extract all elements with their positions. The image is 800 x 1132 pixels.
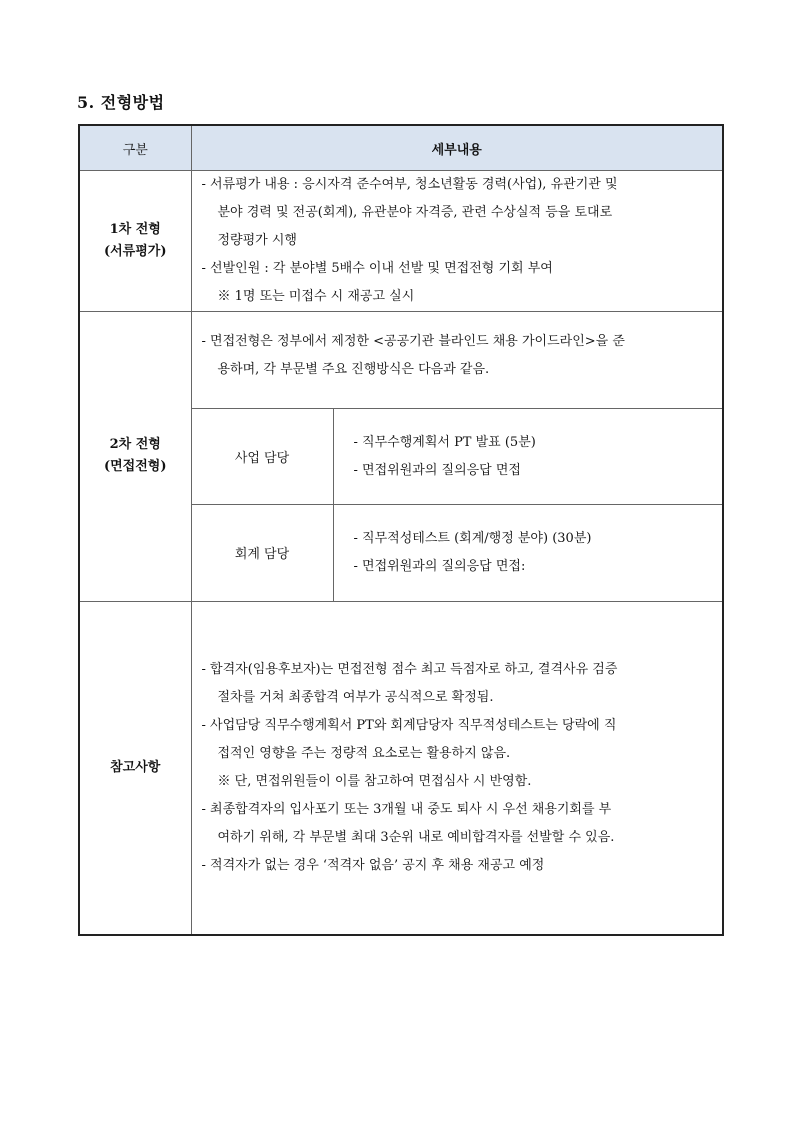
second-stage-label bbox=[79, 312, 191, 602]
notes-line: 절차를 거쳐 최종합격 여부가 공식적으로 확정됨. bbox=[217, 689, 494, 705]
first-stage-label-line1: 1차 전형 bbox=[109, 222, 161, 237]
second-stage-intro-line: - 면접전형은 정부에서 제정한 <공공기관 블라인드 채용 가이드라인>을 준 bbox=[201, 334, 625, 349]
notes-line: - 최종합격자의 입사포기 또는 3개월 내 중도 퇴사 시 우선 채용기회를 부 bbox=[201, 801, 612, 817]
notes-content bbox=[191, 601, 723, 935]
accounting-item: - 직무적성테스트 (회계/행정 분야) (30분) bbox=[353, 530, 592, 546]
accounting-item: - 면접위원과의 질의응답 면접: bbox=[353, 558, 526, 574]
header-detail: 세부내용 bbox=[191, 125, 723, 171]
business-role-content bbox=[333, 409, 722, 505]
business-item: - 직무수행계획서 PT 발표 (5분) bbox=[353, 434, 536, 450]
notes-label: 참고사항 bbox=[79, 601, 191, 935]
table-row-first-stage bbox=[79, 171, 723, 312]
notes-note: ※ 단, 면접위원들이 이를 참고하여 면접심사 시 반영함. bbox=[217, 773, 532, 789]
table-row-notes bbox=[79, 601, 723, 935]
notes-line: - 사업담당 직무수행계획서 PT와 회계담당자 직무적성테스트는 당락에 직 bbox=[201, 717, 617, 733]
second-stage-label-line2: (면접전형) bbox=[103, 459, 167, 475]
second-stage-content bbox=[191, 312, 723, 602]
header-category: 구분 bbox=[79, 125, 191, 171]
business-role-label: 사업 담당 bbox=[192, 409, 334, 505]
notes-line: 여하기 위해, 각 부문별 최대 3순위 내로 예비합격자를 선발할 수 있음. bbox=[217, 829, 615, 845]
accounting-role-label: 회계 담당 bbox=[192, 505, 334, 601]
first-stage-line: - 서류평가 내용 : 응시자격 준수여부, 청소년활동 경력(사업), 유관기관 및 bbox=[201, 177, 618, 192]
notes-line: 접적인 영향을 주는 정량적 요소로는 활용하지 않음. bbox=[217, 745, 511, 761]
first-stage-label bbox=[79, 171, 191, 312]
subtable-row-business bbox=[192, 409, 723, 505]
table-header-row bbox=[79, 125, 723, 171]
first-stage-line: - 선발인원 : 각 분야별 5배수 이내 선발 및 면접전형 기회 부여 bbox=[201, 261, 553, 276]
first-stage-label-line2: (서류평가) bbox=[103, 244, 167, 259]
table-row-second-stage bbox=[79, 312, 723, 602]
accounting-role-content bbox=[333, 505, 722, 601]
interview-method-subtable bbox=[192, 408, 723, 601]
first-stage-line: 분야 경력 및 전공(회계), 유관분야 자격증, 관련 수상실적 등을 토대로 bbox=[217, 205, 613, 220]
selection-method-table bbox=[78, 124, 724, 936]
notes-line: - 합격자(임용후보자)는 면접전형 점수 최고 득점자로 하고, 결격사유 검증 bbox=[201, 661, 618, 677]
first-stage-note: ※ 1명 또는 미접수 시 재공고 실시 bbox=[217, 289, 415, 304]
second-stage-intro-line: 용하며, 각 부문별 주요 진행방식은 다음과 같음. bbox=[217, 362, 490, 377]
section-title: 5. 전형방법 bbox=[77, 93, 165, 112]
business-item: - 면접위원과의 질의응답 면접 bbox=[353, 462, 521, 478]
first-stage-content bbox=[191, 171, 723, 312]
subtable-row-accounting bbox=[192, 505, 723, 601]
notes-line: - 적격자가 없는 경우 ‘적격자 없음’ 공지 후 채용 재공고 예정 bbox=[201, 857, 545, 873]
second-stage-label-line1: 2차 전형 bbox=[109, 437, 161, 453]
first-stage-line: 정량평가 시행 bbox=[217, 233, 297, 248]
